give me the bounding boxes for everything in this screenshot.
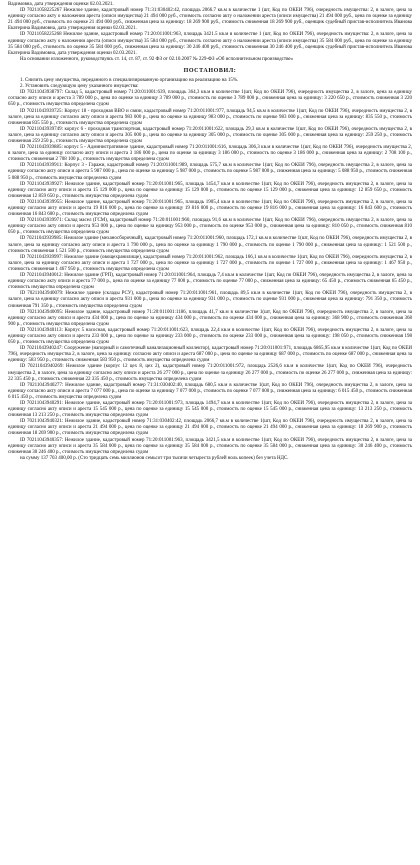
resolution-heading: ПОСТАНОВИЛ: xyxy=(183,67,237,74)
property-item: ID 70211043939955: Нежилое здание, кадастровый номер 71:20:011001:965, площадь 1905,4 кв.м в количестве 1(шт, Код по ОКЕИ 796), очередность имущества 2, в залоге, цена за единицу согласно акту описи и ареста 19 816 000 р., цена по оценке за единицу 19 816 000 р., стоимость по оценке 19 816 000 р., сниженная цена за единицу: 16 843 600 р., стоимость сниженная 16 843 600 р., стоимость имущества определена судом xyxy=(8,199,412,218)
property-item: ID 70211043939911: Корпус 3 - Гаражи, кадастровый номер 71:20:011001:989, площадь 575,7 кв.м в количестве 1(шт, Код по ОКЕИ 796), очередность имущества 2, в залоге, цена за единицу согласно акту описи и ареста 5 987 000 р., цена по оценке за единицу 5 987 000 р., стоимость по оценке 5 987 000 р., сниженная цена за единицу: 5 088 950 р., стоимость сниженная 5 088 950 р., стоимость имущества определена судом xyxy=(8,163,412,181)
property-item: ID 70211043939997: Нежилое здание (овощехранилище), кадастровый номер 71:20:011001:962, площадь 166,1 кв.м в количестве 1(шт, Код по ОКЕИ 796), очередность имущества 2, в залоге, цена за единицу согласно акту описи и ареста 1 727 000 р., цена по оценке за единицу 1 727 000 р., стоимость по оценке 1 727 000 р., сниженная цена за единицу: 1 467 950 р., стоимость сниженная 1 467 950 р., стоимость имущества определена судом xyxy=(8,254,412,272)
intro-item-2: ID 70211058225268 Нежилое здание, кадастровый номер 71:20:011001:963, площадь 3421.5 кв.м в количестве 1 (шт, Код по ОКЕИ 796), очередность имущества: 2, в залоге, цена за единицу согласно акту о наложении ареста (описи имущества) 35 584 000 руб., стоимость согласно акту о наложении ареста (описи имущества) 35 584 000 руб., цена по оценке за единицу 35 584 000 руб., стоимость по оценке 35 584 000 руб., сниженная цена за единицу: 30 246 400 руб., стоимость сниженная 30 246 400 руб., оценщик судебный пристав-исполнитель Иванова Екатерина Вадимовна, дата утверждения оценки 02.03.2021. xyxy=(8,32,412,56)
property-item: ID 70211043940095: Нежилое здание, кадастровый номер 71:20:011001:1186, площадь 41,7 кв.м в количестве 1(шт, Код по ОКЕИ 796), очередность имущества 2, в залоге, цена за единицу согласно акту описи и ареста 434 000 р., цена по оценке за единицу 434 000 р., стоимость по оценке 434 000 р., сниженная цена за единицу: 368 900 р., стоимость сниженная 368 900 р., стоимость имущества определена судом xyxy=(8,309,412,327)
property-item: ID 70211043940012: Нежилое здание (ГРП), кадастровый номер 71:20:011001:964, площадь 7,4 кв.м в количестве 1(шт, Код по ОКЕИ 796), очередность имущества 2, в залоге, цена за единицу согласно акту описи и ареста 77 000 р., цена по оценке за единицу 77 000 р., стоимость по оценке 77 000 р., сниженная цена за единицу: 65 450 р., стоимость сниженная 65 450 р., стоимость имущества определена судом xyxy=(8,273,412,291)
property-item: ID 70211043939725: Корпус 18 - проходная ВВО и связи, кадастровый номер 71:20:011001:977, площадь 94,5 кв.м в количестве 1(шт, Код по ОКЕИ 796), очередность имущества 2, в залоге, цена за единицу согласно акту описи и ареста 983 000 р., цена по оценке за единицу 983 000 р., стоимость по оценке 983 000 р., сниженная цена за единицу: 835 550 р., стоимость сниженная 835 550 р., стоимость имущества определена судом xyxy=(8,108,412,126)
property-item: ID 70211043940269: Нежилое здание (корпус 12 цех 8, цех 2), кадастровый номер 71:20:011001:972, площадь 2526,6 кв.м в количестве 1(шт, Код по ОКЕИ 796), очередность имущества 2, в залоге, цена за единицу согласно акту описи и ареста 26 277 000 р., цена по оценке за единицу 26 277 000 р., стоимость по оценке 26 277 000 р., сниженная цена за единицу: 22 335 450 р., стоимость сниженная 22 335 450 р., стоимость имущества определена судом xyxy=(8,364,412,382)
legal-basis-paragraph: На основании изложенного, руководствуясь ст. 14, ст. 87, ст. 92 ФЗ от 02.10.2007 № 229-ФЗ «Об исполнительном производстве» xyxy=(20,56,294,62)
property-item: ID 70211043938797: Склад 5, кадастровый номер 71:20:011001:639, площадь 364,3 кв.м в количестве 1(шт, Код по ОКЕИ 796), очередность имущества 2, в залоге, цена за единицу согласно акту описи и ареста 3 789 000 р., цена по оценке за единицу 3 789 000 р., стоимость по оценке 3 789 000 р., сниженная цена за единицу: 3 220 650 р., стоимость сниженная 3 220 650 р., стоимость имущества определена судом xyxy=(8,90,412,108)
property-item: ID 70211043940247: Сооружение (напорный и самотечный канализационный коллектор), кадастровый номер 71:20:011001:971, площадь 6865,95 кв.м в количестве 1(шт, Код по ОКЕИ 796), очередность имущества 2, в залоге, цена за единицу согласно акту описи и ареста 687 000 р., цена по оценке за единицу 687 000 р., стоимость по оценке 687 000 р., сниженная цена за единицу: 583 950 р., стоимость сниженная 583 950 р., стоимость имущества определена судом xyxy=(8,346,412,364)
property-item: ID 70211043939749: корпус 6 - проходная транспортная, кадастровый номер 71:20:011001:622, площадь 29,3 кв.м в количестве 1(шт, Код по ОКЕИ 796), очередность имущества 2, в залоге, цена за единицу согласно акту описи и ареста 305 000 р., цена по оценке за единицу 305 000 р., стоимость по оценке 305 000 р., сниженная цена за единицу: 259 250 р., стоимость сниженная 259 250 р., стоимость имущества определена судом xyxy=(8,126,412,144)
property-list xyxy=(8,90,412,456)
property-item: ID 70211043939927: Нежилое здание, кадастровый номер 71:20:011001:965, площадь 1454,7 кв.м в количестве 1(шт, Код по ОКЕИ 796), очередность имущества 2, в залоге, цена за единицу согласно акту описи и ареста 15 129 000 р., цена по оценке за единицу 15 129 000 р., стоимость по оценке 15 129 000 р., сниженная цена за единицу: 12 859 650 р., стоимость сниженная 12 859 650 р., стоимость имущества определена судом xyxy=(8,181,412,199)
property-item: ID 70211043940079: Нежилое здание (склады РСУ), кадастровый номер 71:20:011001:961, площадь 89,5 кв.м в количестве 1(шт, Код по ОКЕИ 796), очередность имущества 2, в залоге, цена за единицу согласно акту описи и ареста 931 000 р., цена по оценке за единицу 931 000 р., стоимость по оценке 931 000 р., сниженная цена за единицу: 791 350 р., стоимость сниженная 791 350 р., стоимость имущества определена судом xyxy=(8,291,412,309)
property-item: ID 70211043939985: Нежилое здание (механосборочный), кадастровый номер 71:20:011001:960, площадь 172,1 кв.м в количестве 1(шт, Код по ОКЕИ 796), очередность имущества 2, в залоге, цена за единицу согласно акту описи и ареста 1 790 000 р., цена по оценке за единицу 1 790 000 р., стоимость по оценке 1 790 000 р., сниженная цена за единицу: 1 521 500 р., стоимость сниженная 1 521 500 р., стоимость имущества определена судом xyxy=(8,236,412,254)
intro-continuation: Вадимовна, дата утверждения оценки 02.03.2021. xyxy=(8,2,114,7)
property-item: ID 70211043939971: Склад масел (ГСМ), кадастровый номер 71:20:011001:960, площадь 91,6 кв.м в количестве 1(шт, Код по ОКЕИ 796), очередность имущества 2, в залоге, цена за единицу согласно акту описи и ареста 953 000 р., цена по оценке за единицу 953 000 р., стоимость по оценке 953 000 р., сниженная цена за единицу: 810 050 р., стоимость сниженная 810 050 р., стоимость имущества определена судом xyxy=(8,218,412,236)
property-item: ID 70211043940291: Нежилое здание, кадастровый номер 71:20:011001:973, площадь 1494,7 кв.м в количестве 1(шт, Код по ОКЕИ 796), очередность имущества 2, в залоге, цена за единицу согласно акту описи и ареста 15 545 000 р., цена по оценке за единицу 15 545 000 р., стоимость по оценке 15 545 000 р., сниженная цена за единицу: 13 213 250 р., стоимость сниженная 13 213 250 р., стоимость имущества определена судом xyxy=(8,401,412,419)
property-item: ID 70211043939885: корпус 5 - Административное здание, кадастровый номер 71:20:011001:616, площадь 306,3 кв.м в количестве 1(шт, Код по ОКЕИ 796), очередность имущества 2, в залоге, цена за единицу согласно акту описи и ареста 3 186 000 р., цена по оценке за единицу 3 186 000 р., стоимость по оценке 3 186 000 р., сниженная цена за единицу: 2 708 100 р., стоимость сниженная 2 708 100 р., стоимость имущества определена судом xyxy=(8,145,412,163)
total-amount: на сумму 137 703 400,00 р. (Сто тридцать семь миллионов семьсот три тысячи четыреста рублей ноль копеек) без учета НДС. xyxy=(20,455,289,461)
property-item: ID 70211043940357: Нежилое здание, кадастровый номер 71:20:011001:963, площадь 3421,5 кв.м в количестве 1(шт, Код по ОКЕИ 796), очередность имущества 2, в залоге, цена за единицу согласно акту описи и ареста 35 584 000 р., цена по оценке за единицу 35 584 000 р., стоимость по оценке 35 584 000 р., сниженная цена за единицу: 30 246 400 р., стоимость сниженная 30 246 400 р., стоимость имущества определена судом xyxy=(8,437,412,455)
decision-1: 1. Снизить цену имущества, переданного в специализированную организацию на реализацию на 15%. xyxy=(20,78,239,84)
intro-item-1: ID 70211058225267 Нежилое здание, кадастровый номер 71:31:030402:42, площадь 2066.7 кв.м в количестве 1 (шт, Код по ОКЕИ 796), очередность имущества: 2, в залоге, цена за единицу согласно акту о наложении ареста (описи имущества) 21 494 000 руб., стоимость согласно акту о наложении ареста (описи имущества) 21 494 000 руб., цена по оценке за единицу 21 494 000 руб., стоимость по оценке 21 494 000 руб., сниженная цена за единицу: 18 269 900 руб., стоимость сниженная 18 269 900 руб., оценщик судебный пристав-исполнитель Иванова Екатерина Вадимовна, дата утверждения оценки 02.03.2021. xyxy=(8,8,412,32)
property-item: ID 70211043940321: Нежилое здание, кадастровый номер 71:31:030402:42, площадь 2066,7 кв.м в количестве 1(шт, Код по ОКЕИ 796), очередность имущества 2, в залоге, цена за единицу согласно акту описи и ареста 21 494 000 р., цена по оценке за единицу 21 494 000 р., стоимость по оценке 21 494 000 р., сниженная цена за единицу: 18 269 900 р., стоимость сниженная 18 269 900 р., стоимость имущества определена судом xyxy=(8,419,412,437)
property-item: ID 70211043940277: Нежилое здание, кадастровый номер 71:31:030402:40, площадь 680,5 кв.м в количестве 1(шт, Код по ОКЕИ 796), очередность имущества 2, в залоге, цена за единицу согласно акту описи и ареста 7 077 000 р., цена по оценке за единицу 7 077 000 р., стоимость по оценке 7 077 000 р., сниженная цена за единицу: 6 015 450 р., стоимость сниженная 6 015 450 р., стоимость имущества определена судом xyxy=(8,382,412,400)
decision-2: 2. Установить следующую цену указанного имущества: xyxy=(20,84,139,90)
property-item: ID 70211043940113: Корпус 5 насосная, кадастровый номер 71:20:011001:623, площадь 22,4 кв.м в количестве 1(шт, Код по ОКЕИ 796), очередность имущества 2, в залоге, цена за единицу согласно акту описи и ареста 233 000 р., цена по оценке за единицу 233 000 р., стоимость по оценке 233 000 р., сниженная цена за единицу: 198 050 р., стоимость сниженная 198 050 р., стоимость имущества определена судом xyxy=(8,327,412,346)
